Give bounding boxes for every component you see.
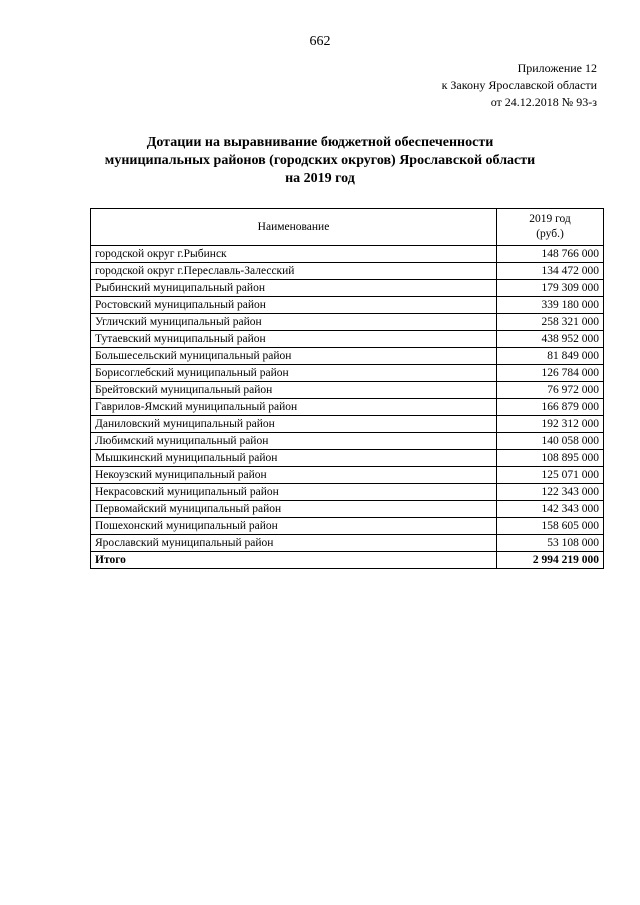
row-name: Брейтовский муниципальный район	[91, 382, 497, 399]
header-name: Наименование	[91, 209, 497, 246]
table-body	[91, 246, 604, 569]
appendix-reference	[442, 60, 597, 111]
row-name: Первомайский муниципальный район	[91, 501, 497, 518]
row-name: Угличский муниципальный район	[91, 314, 497, 331]
row-value: 81 849 000	[497, 348, 604, 365]
table-row	[91, 365, 604, 382]
title-line-1: Дотации на выравнивание бюджетной обеспеченности	[146, 135, 494, 150]
row-value: 126 784 000	[497, 365, 604, 382]
row-value: 134 472 000	[497, 263, 604, 280]
table-row	[91, 280, 604, 297]
row-value: 166 879 000	[497, 399, 604, 416]
row-value: 122 343 000	[497, 484, 604, 501]
appendix-line-1: Приложение 12	[517, 61, 597, 75]
row-value: 108 895 000	[497, 450, 604, 467]
table-row	[91, 450, 604, 467]
row-name: Ростовский муниципальный район	[91, 297, 497, 314]
table-row	[91, 501, 604, 518]
row-name: Даниловский муниципальный район	[91, 416, 497, 433]
row-name: Мышкинский муниципальный район	[91, 450, 497, 467]
row-value: 192 312 000	[497, 416, 604, 433]
row-value: 438 952 000	[497, 331, 604, 348]
row-name: городской округ г.Переславль-Залесский	[91, 263, 497, 280]
table-row	[91, 416, 604, 433]
table-row	[91, 518, 604, 535]
title-line-2: муниципальных районов (городских округов) Ярославской области	[104, 153, 536, 168]
row-name: Гаврилов-Ямский муниципальный район	[91, 399, 497, 416]
title-line-3: на 2019 год	[285, 171, 355, 186]
row-value: 53 108 000	[497, 535, 604, 552]
total-value: 2 994 219 000	[497, 552, 604, 569]
table-row	[91, 399, 604, 416]
table-row	[91, 314, 604, 331]
row-name: Некоузский муниципальный район	[91, 467, 497, 484]
row-name: Ярославский муниципальный район	[91, 535, 497, 552]
row-value: 76 972 000	[497, 382, 604, 399]
row-value: 148 766 000	[497, 246, 604, 263]
header-value	[497, 209, 604, 246]
total-label: Итого	[91, 552, 497, 569]
total-row	[91, 552, 604, 569]
header-value-year: 2019 год	[529, 213, 571, 225]
table-row	[91, 246, 604, 263]
table-row	[91, 382, 604, 399]
table-row	[91, 348, 604, 365]
row-value: 158 605 000	[497, 518, 604, 535]
document-title	[0, 134, 640, 188]
page-number: 662	[309, 34, 331, 49]
table-row	[91, 297, 604, 314]
row-value: 258 321 000	[497, 314, 604, 331]
row-name: городской округ г.Рыбинск	[91, 246, 497, 263]
table-row	[91, 535, 604, 552]
table-row	[91, 331, 604, 348]
header-value-unit: (руб.)	[536, 228, 564, 240]
row-value: 140 058 000	[497, 433, 604, 450]
table-row	[91, 433, 604, 450]
row-value: 179 309 000	[497, 280, 604, 297]
table-row	[91, 484, 604, 501]
row-name: Тутаевский муниципальный район	[91, 331, 497, 348]
row-name: Рыбинский муниципальный район	[91, 280, 497, 297]
appendix-line-2: к Закону Ярославской области	[441, 78, 597, 92]
row-name: Борисоглебский муниципальный район	[91, 365, 497, 382]
row-name: Пошехонский муниципальный район	[91, 518, 497, 535]
row-value: 125 071 000	[497, 467, 604, 484]
row-name: Некрасовский муниципальный район	[91, 484, 497, 501]
subsidies-table	[90, 208, 604, 569]
table-row	[91, 263, 604, 280]
table-row	[91, 467, 604, 484]
appendix-line-3: от 24.12.2018 № 93-з	[490, 95, 597, 109]
table-header-row	[91, 209, 604, 246]
row-value: 142 343 000	[497, 501, 604, 518]
row-name: Большесельский муниципальный район	[91, 348, 497, 365]
row-name: Любимский муниципальный район	[91, 433, 497, 450]
row-value: 339 180 000	[497, 297, 604, 314]
